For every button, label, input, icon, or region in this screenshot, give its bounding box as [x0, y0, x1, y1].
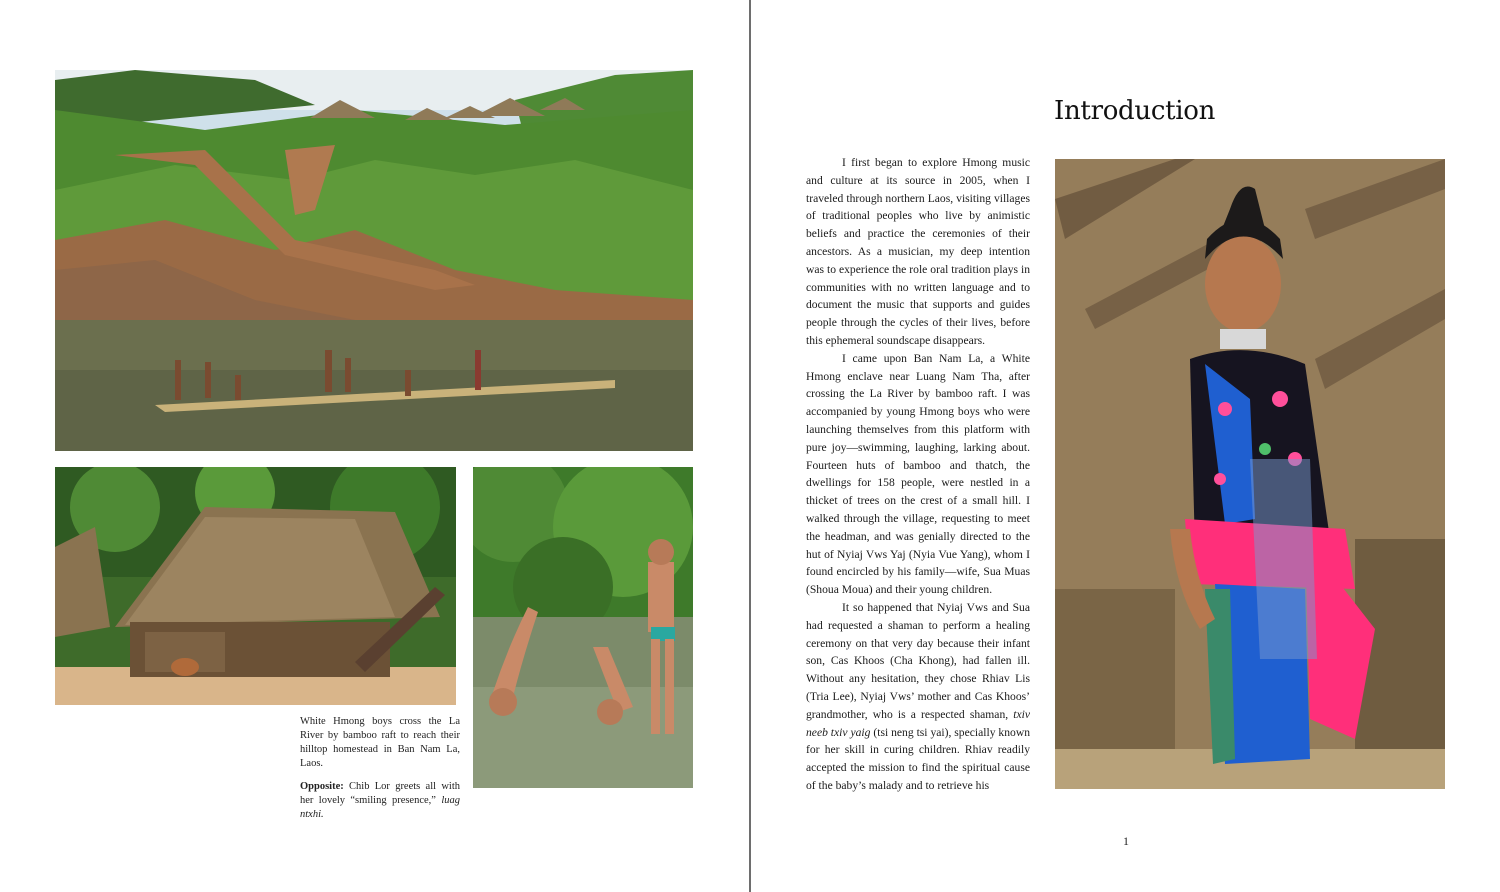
page-gutter [749, 0, 751, 892]
page-title: Introduction [1054, 96, 1216, 126]
paragraph: I came upon Ban Nam La, a White Hmong enclave near Luang Nam Tha, after crossing the La River by bamboo raft. I was accompanied by young Hmong boys who were launching themselves from this platform with pure joy—swimming, laughing, larking about. Fourteen huts of bamboo and thatch, the dwellings for 158 people, were nestled in a thicket of trees on the crest of a small hill. I walked through the village, requesting to meet the headman, and was genially directed to the hut of Nyiaj Vws Yaj (Nyia Vue Yang), whom I found encircled by his family—wife, Sua Muas (Shoua Moua) and their young children. [806, 351, 1030, 597]
river-raft-image [55, 70, 693, 451]
photo-chib-lor [1055, 159, 1445, 789]
caption-raft: White Hmong boys cross the La River by bamboo raft to reach their hilltop homestead in Ban Nam La, Laos. [300, 716, 460, 769]
paragraph-term: txiv neeb txiv yaig [806, 707, 1030, 739]
photo-caption [300, 715, 460, 831]
introduction-body [806, 154, 1030, 799]
page-number: 1 [1123, 834, 1129, 848]
caption-opposite-label: Opposite: [300, 781, 344, 792]
swimming-boys-image [473, 467, 693, 788]
paragraph-text: (tsi neng tsi yai), specially known for her skill in curing children. Rhiav readily accepted the mission to find the spiritual cause of the baby’s malady and to retrieve his [806, 725, 1030, 792]
caption-opposite-text: Chib Lor greets all with her lovely “smiling presence,” [300, 781, 460, 806]
paragraph: I first began to explore Hmong music and culture at its source in 2005, when I traveled through northern Laos, visiting villages of traditional peoples who live by animistic beliefs and practice the ceremonies of their ancestors. As a musician, my deep intention was to experience the role oral tradition plays in communities with no written language and to document the music that supports and guides people through the cycles of their lives, before this ephemeral soundscape disappears. [806, 156, 1030, 347]
caption-opposite [300, 780, 460, 822]
paragraph [806, 599, 1030, 795]
chib-lor-image [1055, 159, 1445, 789]
caption-opposite-term: luag ntxhi. [300, 795, 460, 820]
paragraph-text: It so happened that Nyiaj Vws and Sua had requested a shaman to perform a healing ceremony on that very day because their infant son, Cas Khoos (Cha Khong), had fallen ill. Without any hesitation, they chose Rhiav Lis (Tria Lee), Nyiaj Vws’ mother and Cas Khoos’ grandmother, who is a respected shaman, [806, 600, 1030, 721]
photo-thatched-hut [55, 467, 456, 705]
photo-swimming-boys [473, 467, 693, 788]
photo-river-raft [55, 70, 693, 451]
thatched-hut-image [55, 467, 456, 705]
